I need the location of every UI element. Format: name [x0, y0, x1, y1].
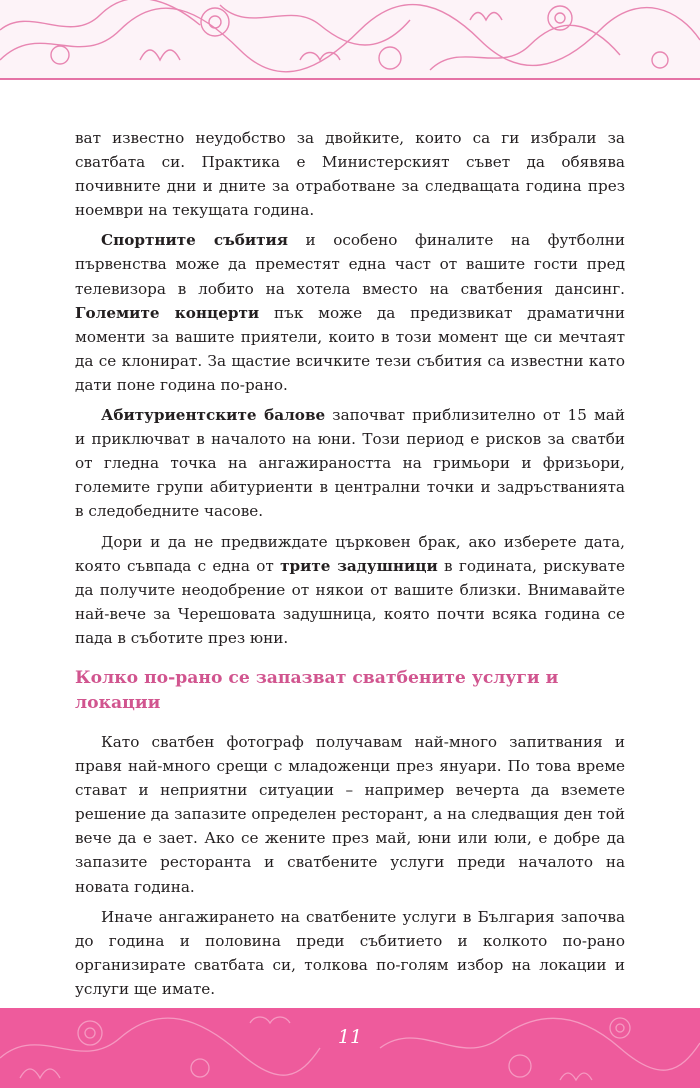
paragraph-text: започват приблизително от 15 май и приключват в началото на юни. Този период е рисков за сватби от гледна точка на ангажираността на гримьори и фризьори, големите групи абитуриенти в централни точки и задръстванията в следобедните часове. [75, 406, 625, 521]
paragraph-text: Дори и да не предвиждате църковен брак, ако изберете дата, която съвпада с една от [75, 532, 625, 575]
paragraph-booking [75, 905, 625, 1001]
bold-term-concerts: Големите концерти [75, 303, 260, 322]
page-body [75, 126, 625, 1007]
bold-term-proms: Абитуриентските балове [101, 406, 326, 425]
paragraph-text: Иначе ангажирането на сватбените услуги в България започва до година и половина преди събитието и колкото по-рано организирате сватбата си, толкова по-голям избор на локации и услуги ще имате. [75, 907, 625, 998]
paragraph-text: в годината, рискувате да получите неодобрение от някои от вашите близки. Внимавайте най-вече за Черешовата задушница, която почти всяка година се пада в съботите през юни. [75, 556, 625, 647]
paragraph-memorial-days [75, 530, 625, 650]
top-ornament-band [0, 0, 700, 80]
floral-ornament-bottom [0, 1008, 700, 1088]
page-number: 11 [337, 1026, 363, 1048]
paragraph-holidays-continued [75, 126, 625, 222]
paragraph-photographer [75, 730, 625, 899]
paragraph-text: пък може да предизвикат драматични моменти за вашите приятели, които в този момент ще си мечтаят да се клонират. За щастие всичките тези събития са известни като дати поне година по-рано. [75, 303, 625, 394]
paragraph-text: и особено финалите на футболни първенства може да преместят една част от вашите гости пред телевизора в лобито на хотела вместо на сватбения дансинг. [75, 231, 625, 298]
bottom-ornament-band [0, 1008, 700, 1088]
bold-term-memorial-days: трите задушници [280, 556, 438, 575]
section-heading: Колко по-рано се запазват сватбените услуги и локации [75, 667, 559, 713]
floral-ornament-top [0, 0, 700, 78]
bold-term-sport-events: Спортните събития [101, 231, 289, 250]
paragraph-proms [75, 403, 625, 523]
paragraph-text: ват известно неудобство за двойките, които са ги избрали за сватбата си. Практика е Министерският съвет да обявява почивните дни и дните за отработване за следващата година през ноември на текущата година. [75, 129, 625, 220]
paragraph-text: Като сватбен фотограф получавам най-много запитвания и правя най-много срещи с младоженци през януари. По това време стават и неприятни ситуации – например вечерта да вземете решение да запазите определен ресторант, а на следващия ден той вече да е зает. Ако се жените през май, юни или юли, е добре да запазите ресторанта и сватбените услуги преди началото на новата година. [75, 732, 625, 896]
paragraph-sport-events [75, 228, 625, 397]
